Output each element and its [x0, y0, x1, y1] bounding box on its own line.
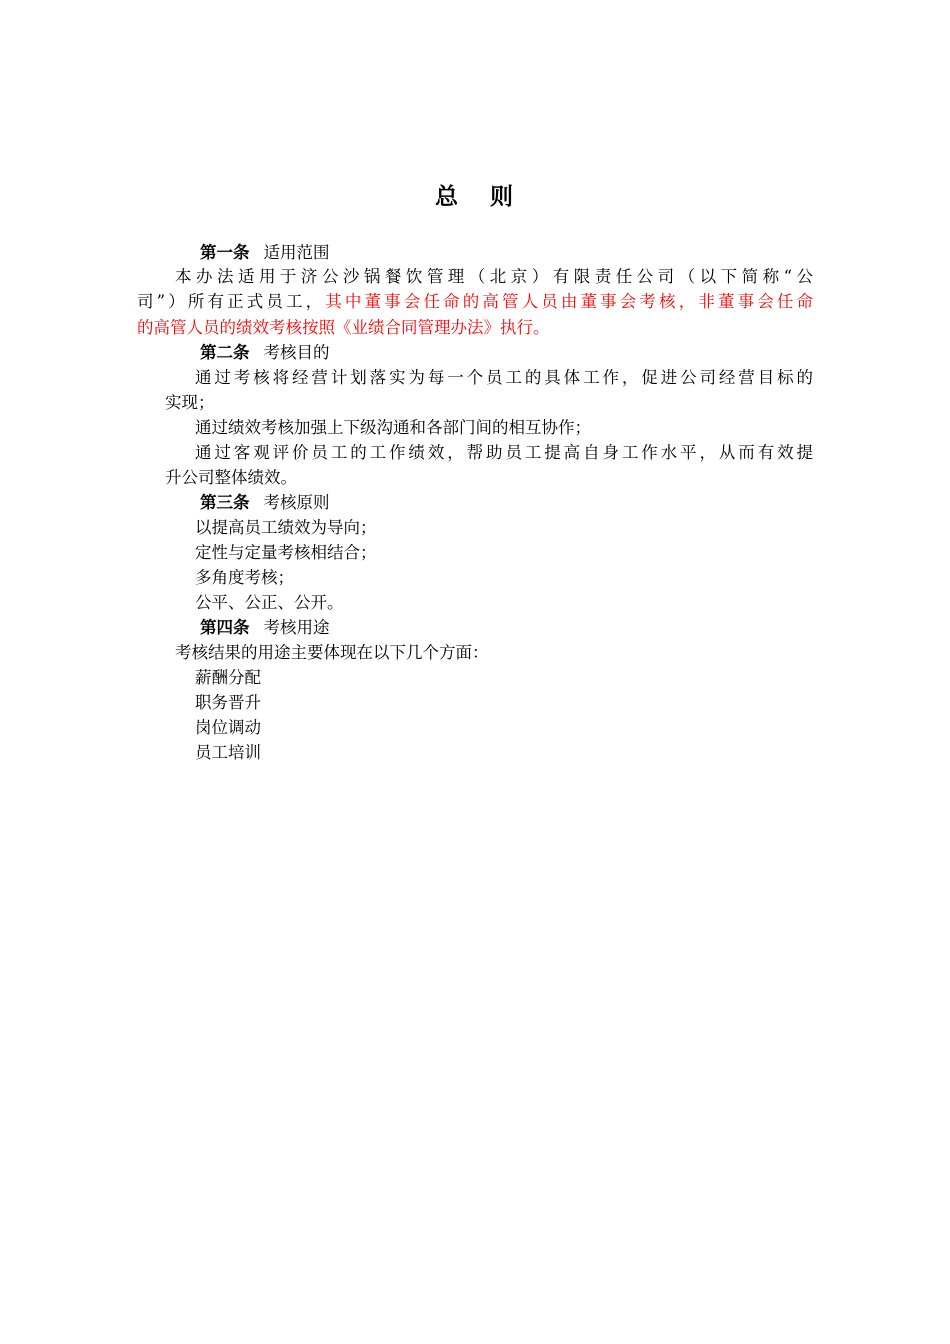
- article-3-heading: [200, 491, 330, 515]
- article-2-item-3-line-1: 通过客观评价员工的工作绩效，帮助员工提高自身工作水平，从而有效提: [195, 443, 813, 462]
- article-4-item-4: 员工培训: [195, 743, 261, 762]
- article-4-item-2: 职务晋升: [195, 693, 261, 712]
- article-2-number: 第二条: [200, 343, 250, 362]
- article-4-item-3: 岗位调动: [195, 718, 261, 737]
- article-4-item-1: 薪酬分配: [195, 668, 261, 687]
- article-1-topic: 适用范围: [263, 243, 330, 262]
- article-1-line-1: 本办法适用于济公沙锅餐饮管理（北京）有限责任公司（以下简称“公: [175, 267, 813, 286]
- title-part-2: 则: [490, 184, 515, 210]
- article-1-line-2-highlight: 其中董事会任命的高管人员由董事会考核，非董事会任命: [325, 292, 814, 311]
- article-2-item-2: 通过绩效考核加强上下级沟通和各部门间的相互协作；: [195, 418, 591, 437]
- article-2-heading: [200, 341, 330, 365]
- article-3-item-2: 定性与定量考核相结合；: [195, 543, 377, 562]
- article-1-heading: [200, 241, 330, 265]
- article-1-line-3-highlight: 的高管人员的绩效考核按照《业绩合同管理办法》执行。: [137, 318, 550, 337]
- article-2-item-3-line-2: 升公司整体绩效。: [165, 468, 297, 487]
- article-1-number: 第一条: [200, 243, 250, 262]
- article-4-intro: 考核结果的用途主要体现在以下几个方面：: [175, 643, 489, 662]
- article-3-item-1: 以提高员工绩效为导向；: [195, 518, 377, 537]
- article-2-item-1-line-2: 实现；: [165, 393, 215, 412]
- article-4-heading: [200, 616, 330, 640]
- article-1-line-2-plain: 司”）所有正式员工，: [137, 292, 326, 311]
- article-3-topic: 考核原则: [263, 493, 330, 512]
- article-3-item-3: 多角度考核；: [195, 568, 294, 587]
- article-2-item-1-line-1: 通过考核将经营计划落实为每一个员工的具体工作，促进公司经营目标的: [195, 368, 813, 387]
- article-1-line-2: [137, 290, 813, 314]
- article-3-number: 第三条: [200, 493, 250, 512]
- article-4-topic: 考核用途: [263, 618, 330, 637]
- article-3-item-4: 公平、公正、公开。: [195, 593, 344, 612]
- article-2-topic: 考核目的: [263, 343, 330, 362]
- page-title: [0, 178, 950, 211]
- title-part-1: 总: [435, 184, 460, 210]
- article-4-number: 第四条: [200, 618, 250, 637]
